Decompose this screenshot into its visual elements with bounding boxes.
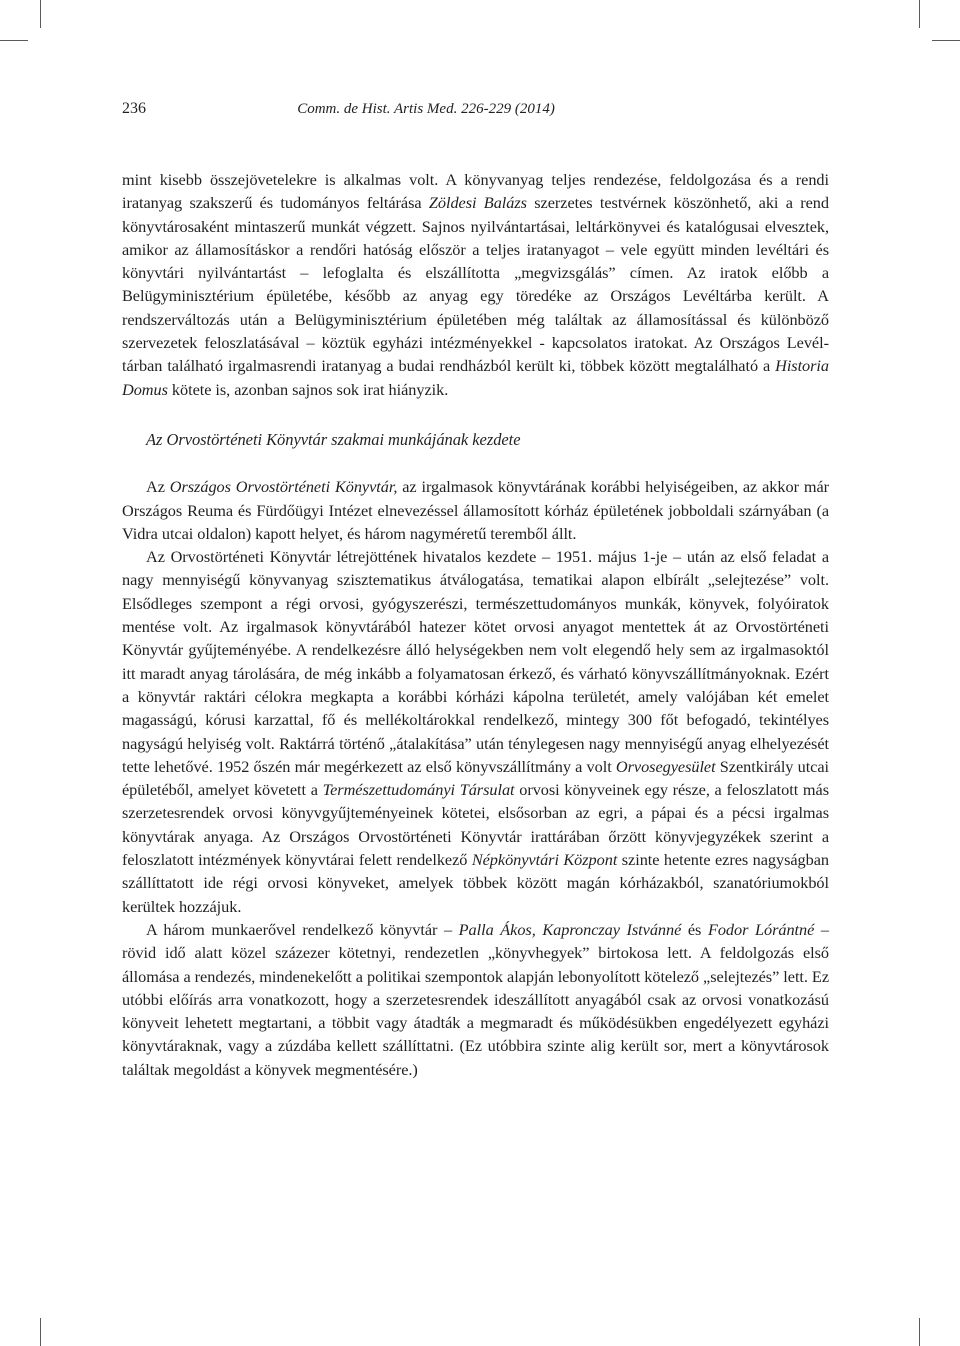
italic-run: Országos Orvostörténeti Könyvtár, xyxy=(169,477,398,497)
paragraph-staff-selection xyxy=(122,918,829,1081)
crop-mark-bottom-right xyxy=(919,1318,920,1346)
italic-run: Historia Domus xyxy=(122,356,829,399)
crop-mark-bottom-left xyxy=(40,1318,41,1346)
page-number: 236 xyxy=(122,100,146,117)
italic-run: Zöldesi Balázs xyxy=(428,193,527,213)
text-run: az irgalmasok könyvtárának korábbi helyiségeiben, az akkor már Országos Reuma és Fürdőügyi Intézet elnevezéssel államosított kórház épületének jobboldali szárnyában (a Vidra utcai oldalon) kapott helyet, és három nagyméretű teremből állt. xyxy=(122,477,829,543)
italic-run: Népkönyvtári Központ xyxy=(471,850,618,870)
paragraph-archives xyxy=(122,168,829,401)
section-title: Az Orvostörténeti Könyvtár szakmai munkájának kezdete xyxy=(146,429,521,449)
italic-run: Természettudományi Társulat xyxy=(322,780,515,800)
crop-mark-top-left xyxy=(40,0,41,28)
italic-run: Orvosegyesület xyxy=(615,756,716,776)
journal-reference: Comm. de Hist. Artis Med. 226-229 (2014) xyxy=(297,101,555,117)
text-run: Szentkirály utcai épületéből, amelyet követett a xyxy=(122,756,829,800)
paragraph-library-location xyxy=(122,475,829,545)
text-run: orvosi könyveinek egy része, a feloszlatott más szerzetesrendek orvosi könyvgyűjteményeinek kötetei, elsősorban az egri, a pápai és a pécsi irgalmas könyvtárak anyaga. Az Országos Orvostörténeti Könyvtár irattárában őrzött könyvjegyzékek szerint a feloszlatott intézmények könyvtárai felett rendelkező xyxy=(122,780,829,870)
text-run: kötete is, azonban sajnos sok irat hiányzik. xyxy=(167,379,449,399)
text-run: és xyxy=(681,919,708,939)
text-run: szinte hetente ezres nagyságban szállíttatott ide régi orvosi könyveket, amelyek többek között magán kórházakból, szanatóriumokból kerültek hozzájuk. xyxy=(122,850,829,916)
text-run: szerzetes testvérnek köszönhető, aki a rend könyvtárosaként mintaszerű munkát végzett. Sajnos nyilvántartásai, leltárkönyvei és katalógusai elvesztek, amikor az államosításkor a rendőri hatóság először a teljes iratanyagot – vele együtt minden levéltári és könyvtári nyilvántartást – lefoglalta és elszállította „megvizsgálás” címen. Az iratok előbb a Belügyminisztérium épületébe, később az anyag egy töredéke az Országos Levéltárba került. A rendszerváltozás után a Belügyminisztérium épületében még találtak az államosítással és különböző szervezetek feloszlatásával – köztük egyházi intézményekkel - kapcsolatos iratokat. Az Országos Levéltárban található irgalmasrendi iratanyag a budai rendházból került ki, többek között megtalálható a xyxy=(122,193,829,376)
text-run: mint kisebb összejövetelekre is alkalmas volt. A könyvanyag teljes rendezése, feldolgozása és a rendi iratanyag szakszerű és tudományos feltárása xyxy=(122,170,829,213)
running-header xyxy=(122,100,842,124)
text-run: Az xyxy=(146,477,170,497)
paragraph-library-beginnings xyxy=(122,545,829,918)
crop-mark-top-right xyxy=(919,0,920,28)
text-run: – rövid idő alatt közel százezer kötetnyi, rendezetlen „könyvhegyek” birtokosa lett. A feldolgozás első állomása a rendezés, mindenekelőtt a politikai szempontok alapján lebonyolított kötelező „selejtezés” lett. Ez utóbbi előírás arra vonatkozott, hogy a szerzetesrendek ideszállított anyagából csak az orvosi vonatkozású könyveit lehetett megtartani, a többit vagy átadták a megmaradt és működésükben engedélyezett egyházi könyvtáraknak, vagy a zúzdába kellett szállíttatni. (Ez utóbbira szinte alig került sor, mert a könyvtárosok találtak megoldást a könyvek megmentésére.) xyxy=(122,919,829,1079)
text-run: Az Orvostörténeti Könyvtár létrejöttének hivatalos kezdete – 1951. május 1-je – után az első feladat a nagy mennyiségű könyvanyag szisztematikus átválogatása, tematikai alapon elbírált „selejtezése” volt. Elsődleges szempont a régi orvosi, gyógyszerészi, természettudományos munkák, könyvek, folyóiratok mentése volt. Az irgalmasok könyvtárából hatezer kötet orvosi anyagot mentettek át az Orvostörténeti Könyvtár gyűjteményébe. A rendelkezésre álló helységekben nem volt elegendő hely sem az irgalmasoktól itt maradt anyag tárolására, de még inkább a folyamatosan érkező, és várható könyvszállítmányoknak. Ezért a könyvtár raktári célokra megkapta a korábbi kórházi kápolna területét, amely valójában két emelet magasságú, kórusi karzattal, fő és mellékoltárokkal rendelkező, mintegy 300 főt befogadó, tekintélyes nagyságú helyiség volt. Raktárrá történő „átalakítása” után ténylegesen nagy mennyiségű anyag elhelyezését tette lehetővé. 1952 őszén már megérkezett az első könyvszállítmány a volt xyxy=(122,547,829,776)
crop-mark-top-right-h xyxy=(932,40,960,41)
article-body xyxy=(122,168,829,1081)
crop-mark-top-left-h xyxy=(0,40,28,41)
italic-run: Palla Ákos, Kapronczay Istvánné xyxy=(458,919,682,939)
italic-run: Fodor Lórántné xyxy=(707,919,815,939)
text-run: A három munkaerővel rendelkező könyvtár – xyxy=(146,919,459,939)
